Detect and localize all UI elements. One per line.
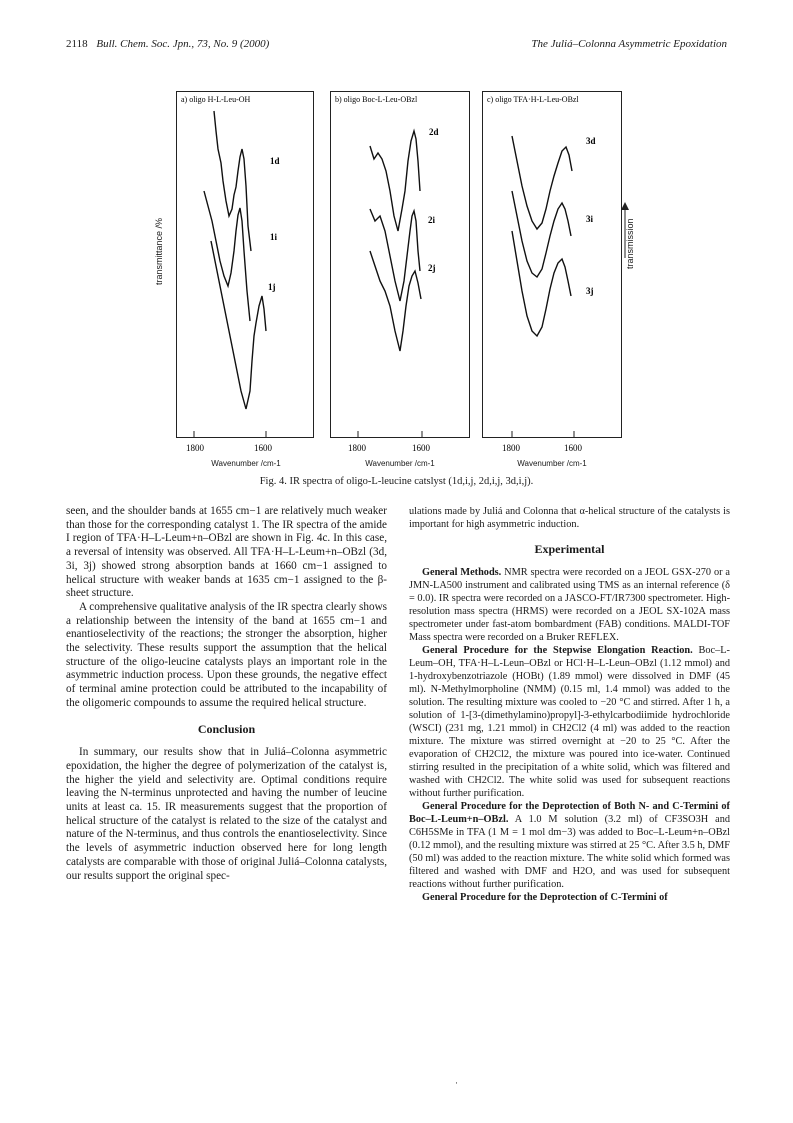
curve-label-3i: 3i <box>586 214 594 224</box>
panel-c-tick-1600: 1600 <box>564 443 582 453</box>
footer-mark: · <box>455 1078 458 1088</box>
y-axis-left-label: transmittance /% <box>154 217 164 285</box>
general-methods-paragraph <box>409 566 730 644</box>
panel-a-tick-1800: 1800 <box>186 443 204 453</box>
article-title: The Juliá–Colonna Asymmetric Epoxidation <box>531 38 727 50</box>
deprotection-both-heading: General Procedure for the Deprotection of Both N- and C-Termini of Boc–L-Leum+n–OBzl. <box>409 801 730 825</box>
curve-label-3j: 3j <box>586 286 594 296</box>
y-axis-right-label: transmission <box>625 218 635 269</box>
curve-label-2i: 2i <box>428 215 436 225</box>
ir-panel-b <box>330 91 470 453</box>
figure-caption: Fig. 4. IR spectra of oligo-L-leucine catslyst (1d,i,j, 2d,i,j, 3d,i,j). <box>259 476 534 487</box>
panel-a-tick-1600: 1600 <box>254 443 272 453</box>
panel-b-xlabel: Wavenumber /cm-1 <box>365 459 435 468</box>
discussion-paragraph-1: seen, and the shoulder bands at 1655 cm−1 are relatively much weaker than those for the corresponding catalyst 1. The IR spectra of the amide I region of TFA·H–L-Leum+n–OBzl are shown in Fig. 4c. In this case, a reversal of intensity was observed. All TFA·H–L-Leum+n–OBzl (3d, 3i, 3j) showed strong absorption bands at 1660 cm−1 assigned to helical structure with weaker bands at 1635 cm−1 assigned to the β-sheet structure. <box>66 505 387 600</box>
panel-c-tick-1800: 1800 <box>502 443 520 453</box>
deprotection-c-paragraph <box>409 891 730 904</box>
elongation-heading: General Procedure for the Stepwise Elongation Reaction. <box>422 645 693 656</box>
page-number: 2118 <box>66 38 88 50</box>
panel-a-title: a) oligo H-L-Leu-OH <box>181 95 251 104</box>
curve-label-2d: 2d <box>429 127 439 137</box>
panel-c-xlabel: Wavenumber /cm-1 <box>517 459 587 468</box>
elongation-paragraph <box>409 644 730 800</box>
curve-label-1j: 1j <box>268 282 276 292</box>
conclusion-heading: Conclusion <box>197 721 256 736</box>
left-column <box>66 505 387 883</box>
curve-label-1i: 1i <box>270 232 278 242</box>
continued-paragraph: ulations made by Juliá and Colonna that α-helical structure of the catalysts is important for high asymmetric induction. <box>409 506 730 530</box>
deprotection-both-paragraph <box>409 800 730 891</box>
panel-b-title: b) oligo Boc-L-Leu-OBzl <box>335 95 418 104</box>
panel-b-tick-1600: 1600 <box>412 443 430 453</box>
experimental-heading: Experimental <box>534 542 605 556</box>
deprotection-c-heading: General Procedure for the Deprotection of C-Termini of <box>422 892 668 903</box>
panel-b-tick-1800: 1800 <box>348 443 366 453</box>
journal-citation: Bull. Chem. Soc. Jpn., 73, No. 9 (2000) <box>96 38 270 50</box>
general-methods-text: NMR spectra were recorded on a JEOL GSX-270 or a JMN-LA500 instrument and calibrated using TMS as an internal reference (δ = 0.0). IR spectra were recorded on a JASCO-FT/IR7300 spectrometer. High-resolution mass spectra (HRMS) were recorded on a JEOL SX-102A mass spectrometer under fast-atom bombardment (FAB) conditions. MALDI-TOF Mass spectra were recorded on a Bruker REFLEX. <box>409 567 730 643</box>
right-column <box>409 505 730 904</box>
ir-panel-a <box>176 91 314 453</box>
curve-label-1d: 1d <box>270 156 280 166</box>
ir-panel-c <box>482 91 622 453</box>
panel-c-title: c) oligo TFA·H-L-Leu-OBzl <box>487 95 579 104</box>
discussion-paragraph-2: A comprehensive qualitative analysis of the IR spectra clearly shows a relationship between the intensity of the band at 1655 cm−1 and enantioselectivity of the reactions; the stronger the absorption, higher the selectivity. These results support the assumption that the helical structure of the oligo-leucine catalysts plays an important role in the asymmetric induction process. Upon these grounds, the negative effect of terminal amine protection could be attributed to the incapability of the oligomeric compounds to assume the required helical structure. <box>66 600 387 709</box>
elongation-text: Boc–L-Leum–OH, TFA·H–L-Leun–OBzl or HCl·H–L-Leun–OBzl (1.12 mmol) and 1-hydroxybenzotriazole (HOBt) (1.89 mmol) were dissolved in DMF (45 ml). N-Methylmorpholine (NMM) (0.15 ml, 1.4 mmol) was added to the solution. The resulting mixture was cooled to −20 °C and stirred. After 1 h, a solution of 1-[3-(dimethylamino)propyl]-3-ethylcarbodiimide hydrochloride (WSCI) (231 mg, 1.21 mmol) in CH2Cl2 (4 ml) was added to the reaction mixture. The mixture was stirred overnight at −20 to 25 °C. After the evaporation of CH2Cl2, the mixture was poured into ice-water. Continued stirring resulted in the precipitation of a white solid, which was filtered and washed with CH2Cl2. The white solid was used for subsequent reactions without further purification. <box>409 645 730 799</box>
general-methods-heading: General Methods. <box>422 567 502 578</box>
panel-a-xlabel: Wavenumber /cm-1 <box>211 459 281 468</box>
curve-label-3d: 3d <box>586 136 596 146</box>
conclusion-paragraph: In summary, our results show that in Juliá–Colonna asymmetric epoxidation, the higher the degree of polymerization of the catalyst is, the higher the yield and selectivity are. Optimal conditions require leaving the N-terminus unprotected and having the number of leucine units at least ca. 15. IR measurements suggest that the proportion of helical structure of the catalyst is related to the size of the catalyst and nature of the N-terminus, and thus controls the enantioselectivity. Since the levels of asymmetric induction observed here for long length catalysts are comparable with those of original Juliá–Colonna catalysts, our results support the original spec- <box>66 746 387 882</box>
curve-label-2j: 2j <box>428 263 436 273</box>
running-head <box>66 38 727 54</box>
deprotection-both-text: A 1.0 M solution (3.2 ml) of CF3SO3H and C6H5SMe in TFA (1 M = 1 mol dm−3) was added to Boc–L-Leum+n–OBzl (0.12 mmol), and the resulting mixture was stirred at 25 °C. After 3.5 h, DMF (50 ml) was added to the reaction mixture. The white solid which formed was filtered and washed with DMF and H2O, and was used for subsequent reactions without further purification. <box>409 814 730 890</box>
